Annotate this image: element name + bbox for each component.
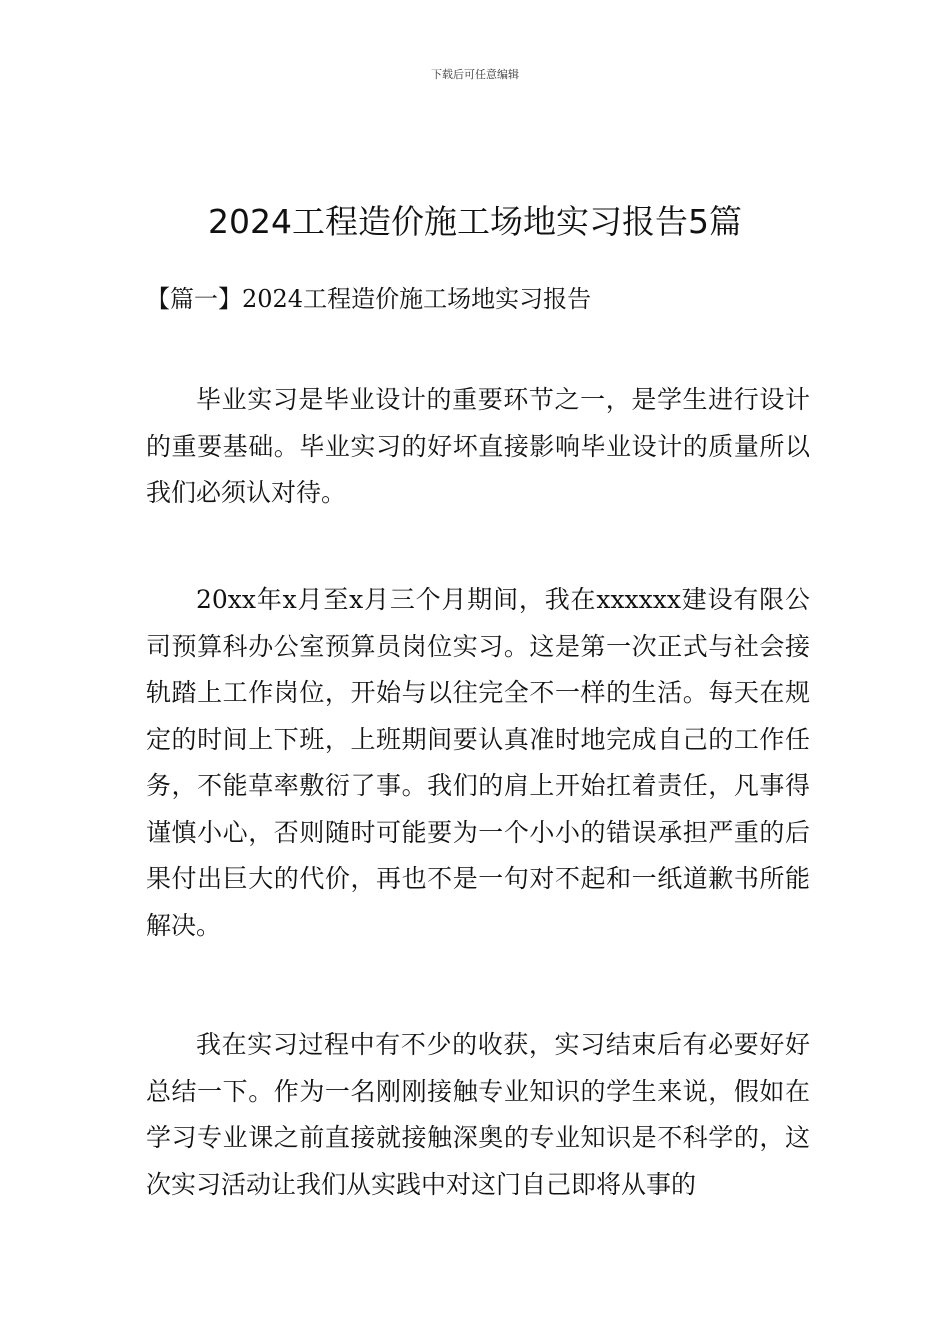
body-paragraph-1 [146,377,810,517]
paragraph-text: 我在实习过程中有不少的收获，实习结束后有必要好好总结一下。作为一名刚刚接触专业知识的学生来说，假如在学习专业课之前直接就接触深奥的专业知识是不科学的，这次实习活动让我们从实践中对这门自己即将从事的 [146,1030,810,1199]
section-heading: 【篇一】2024工程造价施工场地实习报告 [146,285,592,313]
body-paragraph-2 [146,577,810,949]
paragraph-text: 20xx年x月至x月三个月期间，我在xxxxxx建设有限公司预算科办公室预算员岗位实习。这是第一次正式与社会接轨踏上工作岗位，开始与以往完全不一样的生活。每天在规定的时间上下班，上班期间要认真准时地完成自己的工作任务，不能草率敷衍了事。我们的肩上开始扛着责任，凡事得谨慎小心，否则随时可能要为一个小小的错误承担严重的后果付出巨大的代价，再也不是一句对不起和一纸道歉书所能解决。 [146,585,810,940]
body-paragraph-3 [146,1022,810,1208]
paragraph-text: 毕业实习是毕业设计的重要环节之一，是学生进行设计的重要基础。毕业实习的好坏直接影响毕业设计的质量所以我们必须认对待。 [146,385,810,507]
header-note: 下载后可任意编辑 [431,68,519,81]
document-title: 2024工程造价施工场地实习报告5篇 [208,202,742,242]
